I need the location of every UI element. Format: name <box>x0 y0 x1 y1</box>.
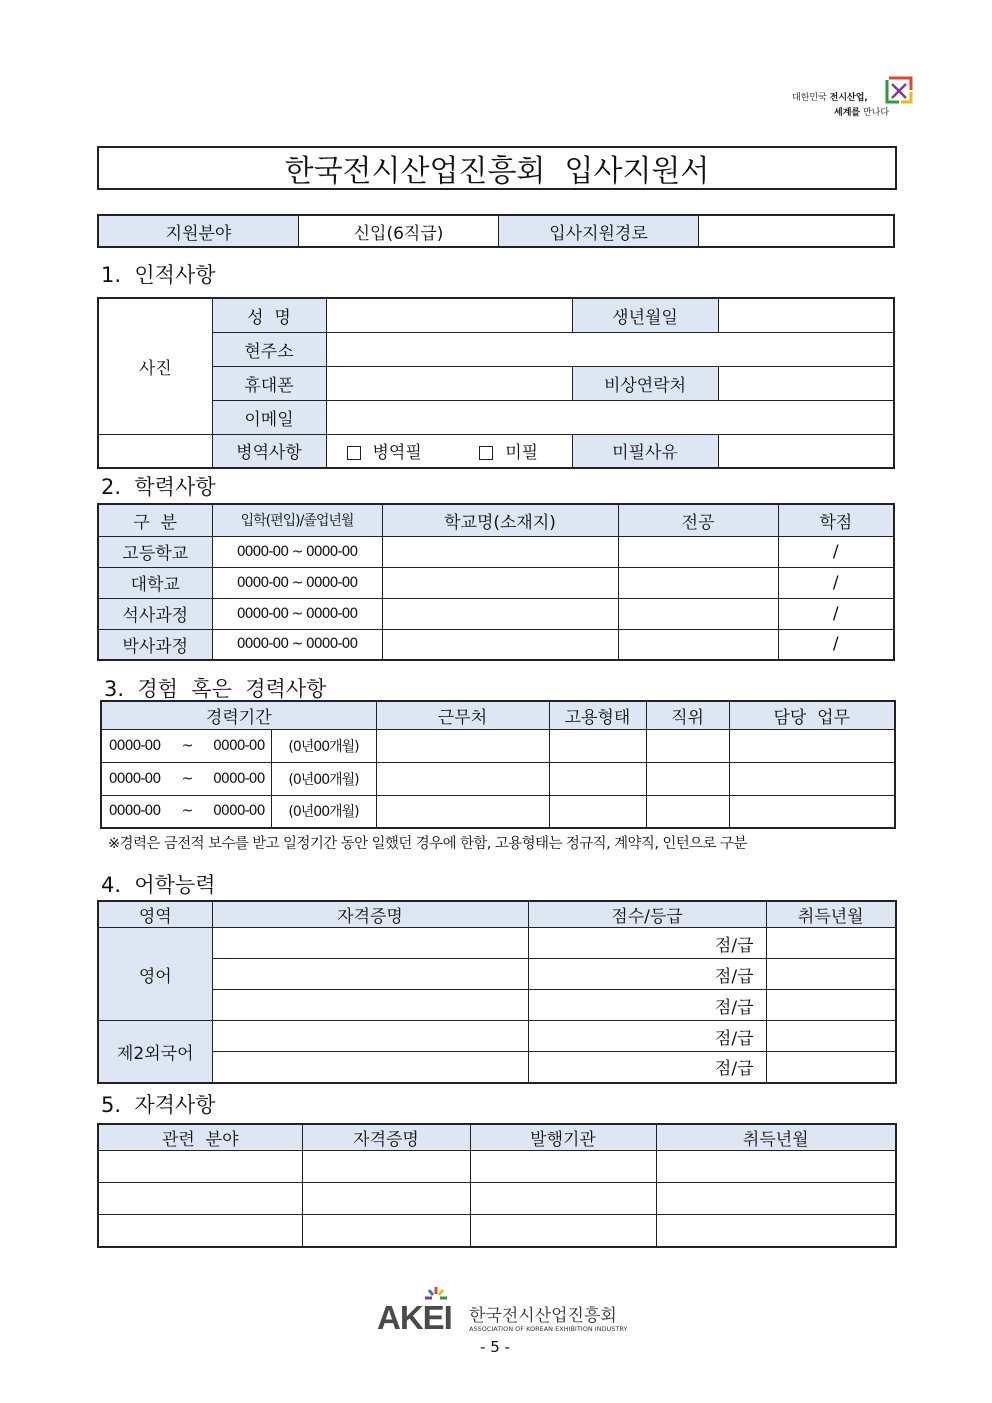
emergency-field[interactable] <box>718 366 894 400</box>
edu-header-school: 학교명(소재지) <box>382 504 618 536</box>
cert-issuer[interactable] <box>470 1183 656 1215</box>
reason-field[interactable] <box>718 434 894 468</box>
career-from[interactable]: 0000-00 <box>101 795 167 828</box>
name-field[interactable] <box>326 298 572 332</box>
edu-major[interactable] <box>618 536 778 567</box>
table-row <box>98 1183 896 1215</box>
career-to[interactable]: 0000-00 <box>207 729 271 762</box>
table-row <box>98 1052 896 1083</box>
edu-kind: 대학교 <box>98 567 212 598</box>
career-header-type: 고용형태 <box>549 701 646 729</box>
lang-date[interactable] <box>766 1021 896 1052</box>
lang-date[interactable] <box>766 959 896 990</box>
cert-date[interactable] <box>656 1215 896 1247</box>
personal-info-table <box>97 297 895 469</box>
cert-issuer[interactable] <box>470 1215 656 1247</box>
edu-period[interactable]: 0000-00 ~ 0000-00 <box>212 629 382 660</box>
cert-header-date: 취득년월 <box>656 1124 896 1151</box>
cert-field[interactable] <box>98 1151 302 1183</box>
lang-second-label: 제2외국어 <box>98 1021 212 1083</box>
career-type[interactable] <box>549 762 646 795</box>
page-number: - 5 - <box>480 1338 510 1356</box>
form-title: 한국전시산업진흥회 입사지원서 <box>284 154 710 189</box>
cert-date[interactable] <box>656 1151 896 1183</box>
edu-major[interactable] <box>618 567 778 598</box>
career-type[interactable] <box>549 729 646 762</box>
lang-cert[interactable] <box>212 959 528 990</box>
footer-logo <box>377 1285 628 1337</box>
edu-major[interactable] <box>618 598 778 629</box>
section-4-heading: 4. 어학능력 <box>101 873 216 897</box>
career-header-position: 직위 <box>646 701 729 729</box>
career-tilde: ~ <box>167 795 207 828</box>
reason-label: 미필사유 <box>572 434 718 468</box>
table-row <box>98 990 896 1021</box>
cert-date[interactable] <box>656 1183 896 1215</box>
footer-org: 한국전시산업진흥회 <box>469 1306 617 1326</box>
edu-period[interactable]: 0000-00 ~ 0000-00 <box>212 536 382 567</box>
cert-issuer[interactable] <box>470 1151 656 1183</box>
career-duration[interactable]: (0년00개월) <box>271 762 376 795</box>
career-header-workplace: 근무처 <box>376 701 549 729</box>
career-duty[interactable] <box>729 729 895 762</box>
table-row <box>98 536 894 567</box>
lang-cert[interactable] <box>212 1052 528 1083</box>
edu-gpa[interactable]: / <box>778 536 894 567</box>
career-workplace[interactable] <box>376 762 549 795</box>
cert-header-name: 자격증명 <box>302 1124 470 1151</box>
lang-english-label: 영어 <box>98 928 212 1021</box>
header-logo <box>792 76 917 122</box>
lang-cert[interactable] <box>212 928 528 959</box>
edu-period[interactable]: 0000-00 ~ 0000-00 <box>212 598 382 629</box>
name-label: 성 명 <box>212 298 326 332</box>
edu-header-major: 전공 <box>618 504 778 536</box>
checkbox-military-done[interactable] <box>347 446 361 460</box>
career-position[interactable] <box>646 795 729 828</box>
edu-school[interactable] <box>382 598 618 629</box>
edu-gpa[interactable]: / <box>778 629 894 660</box>
career-note: ※경력은 금전적 보수를 받고 일정기간 동안 일했던 경우에 한함, 고용형태는 정규직, 계약직, 인턴으로 구분 <box>108 836 747 852</box>
lang-date[interactable] <box>766 928 896 959</box>
career-duration[interactable]: (0년00개월) <box>271 729 376 762</box>
section-5-heading: 5. 자격사항 <box>101 1093 216 1117</box>
table-row <box>98 1151 896 1183</box>
section-1-heading: 1. 인적사항 <box>101 263 216 287</box>
birth-field[interactable] <box>718 298 894 332</box>
form-title-box <box>97 146 897 190</box>
photo-bottom-cell <box>98 434 212 468</box>
lang-cert[interactable] <box>212 990 528 1021</box>
lang-date[interactable] <box>766 1052 896 1083</box>
cert-field[interactable] <box>98 1215 302 1247</box>
table-row <box>98 567 894 598</box>
edu-kind: 고등학교 <box>98 536 212 567</box>
language-table <box>97 900 897 1084</box>
edu-kind: 석사과정 <box>98 598 212 629</box>
mobile-label: 휴대폰 <box>212 366 326 400</box>
career-table <box>100 700 896 829</box>
career-duty[interactable] <box>729 795 895 828</box>
education-table <box>97 503 895 661</box>
career-position[interactable] <box>646 762 729 795</box>
table-row <box>98 959 896 990</box>
edu-gpa[interactable]: / <box>778 598 894 629</box>
career-to[interactable]: 0000-00 <box>207 795 271 828</box>
field-label: 지원분야 <box>98 215 299 247</box>
edu-header-period: 입학(편입)/졸업년월 <box>212 504 382 536</box>
cert-name[interactable] <box>302 1215 470 1247</box>
edu-school[interactable] <box>382 629 618 660</box>
career-header-period: 경력기간 <box>101 701 376 729</box>
edu-header-gpa: 학점 <box>778 504 894 536</box>
lang-score[interactable]: 점/급 <box>528 990 766 1021</box>
career-header-duty: 담당 업무 <box>729 701 895 729</box>
table-row <box>98 1215 896 1247</box>
career-workplace[interactable] <box>376 729 549 762</box>
lang-header-date: 취득년월 <box>766 901 896 928</box>
lang-header-area: 영역 <box>98 901 212 928</box>
cert-field[interactable] <box>98 1183 302 1215</box>
birth-label: 생년월일 <box>572 298 718 332</box>
application-table <box>97 214 895 248</box>
lang-score[interactable]: 점/급 <box>528 959 766 990</box>
email-label: 이메일 <box>212 400 326 434</box>
email-field[interactable] <box>326 400 894 434</box>
military-label: 병역사항 <box>212 434 326 468</box>
header-logo-text-line2: 세계를 만나다 <box>834 108 890 118</box>
field-value[interactable]: 신입(6직급) <box>299 215 499 247</box>
edu-school[interactable] <box>382 567 618 598</box>
address-field[interactable] <box>326 332 894 366</box>
career-duty[interactable] <box>729 762 895 795</box>
edu-major[interactable] <box>618 629 778 660</box>
lang-header-score: 점수/등급 <box>528 901 766 928</box>
cert-header-issuer: 발행기관 <box>470 1124 656 1151</box>
section-3-heading: 3. 경험 혹은 경력사항 <box>104 677 327 701</box>
emergency-label: 비상연락처 <box>572 366 718 400</box>
lang-cert[interactable] <box>212 1021 528 1052</box>
cert-name[interactable] <box>302 1151 470 1183</box>
section-2-heading: 2. 학력사항 <box>101 475 216 499</box>
lang-header-cert: 자격증명 <box>212 901 528 928</box>
route-label: 입사지원경로 <box>499 215 699 247</box>
career-from[interactable]: 0000-00 <box>101 729 167 762</box>
certificate-table <box>97 1123 897 1248</box>
route-value[interactable] <box>699 215 895 247</box>
checkbox-military-not[interactable] <box>479 446 493 460</box>
career-position[interactable] <box>646 729 729 762</box>
career-from[interactable]: 0000-00 <box>101 762 167 795</box>
table-row <box>98 928 896 959</box>
military-options: 병역필 미필 <box>326 434 572 468</box>
cert-header-field: 관련 분야 <box>98 1124 302 1151</box>
mobile-field[interactable] <box>326 366 572 400</box>
edu-gpa[interactable]: / <box>778 567 894 598</box>
footer-brand: AKEI <box>377 1299 452 1336</box>
address-label: 현주소 <box>212 332 326 366</box>
photo-cell[interactable]: 사진 <box>98 298 212 434</box>
career-duration[interactable]: (0년00개월) <box>271 795 376 828</box>
lang-score[interactable]: 점/급 <box>528 1052 766 1083</box>
career-workplace[interactable] <box>376 795 549 828</box>
header-logo-text-line1: 대한민국 전시산업, <box>792 93 868 103</box>
exhibition-frame-icon <box>885 76 913 104</box>
edu-kind: 박사과정 <box>98 629 212 660</box>
career-to[interactable]: 0000-00 <box>207 762 271 795</box>
edu-school[interactable] <box>382 536 618 567</box>
footer-org-en: ASSOCIATION OF KOREAN EXHIBITION INDUSTRY <box>469 1325 628 1333</box>
lang-score[interactable]: 점/급 <box>528 1021 766 1052</box>
career-type[interactable] <box>549 795 646 828</box>
table-row <box>101 762 895 795</box>
lang-score[interactable]: 점/급 <box>528 928 766 959</box>
career-tilde: ~ <box>167 762 207 795</box>
lang-date[interactable] <box>766 990 896 1021</box>
edu-period[interactable]: 0000-00 ~ 0000-00 <box>212 567 382 598</box>
table-row <box>98 598 894 629</box>
table-row <box>98 1021 896 1052</box>
cert-name[interactable] <box>302 1183 470 1215</box>
table-row <box>98 629 894 660</box>
table-row <box>101 729 895 762</box>
table-row <box>101 795 895 828</box>
edu-header-kind: 구 분 <box>98 504 212 536</box>
career-tilde: ~ <box>167 729 207 762</box>
